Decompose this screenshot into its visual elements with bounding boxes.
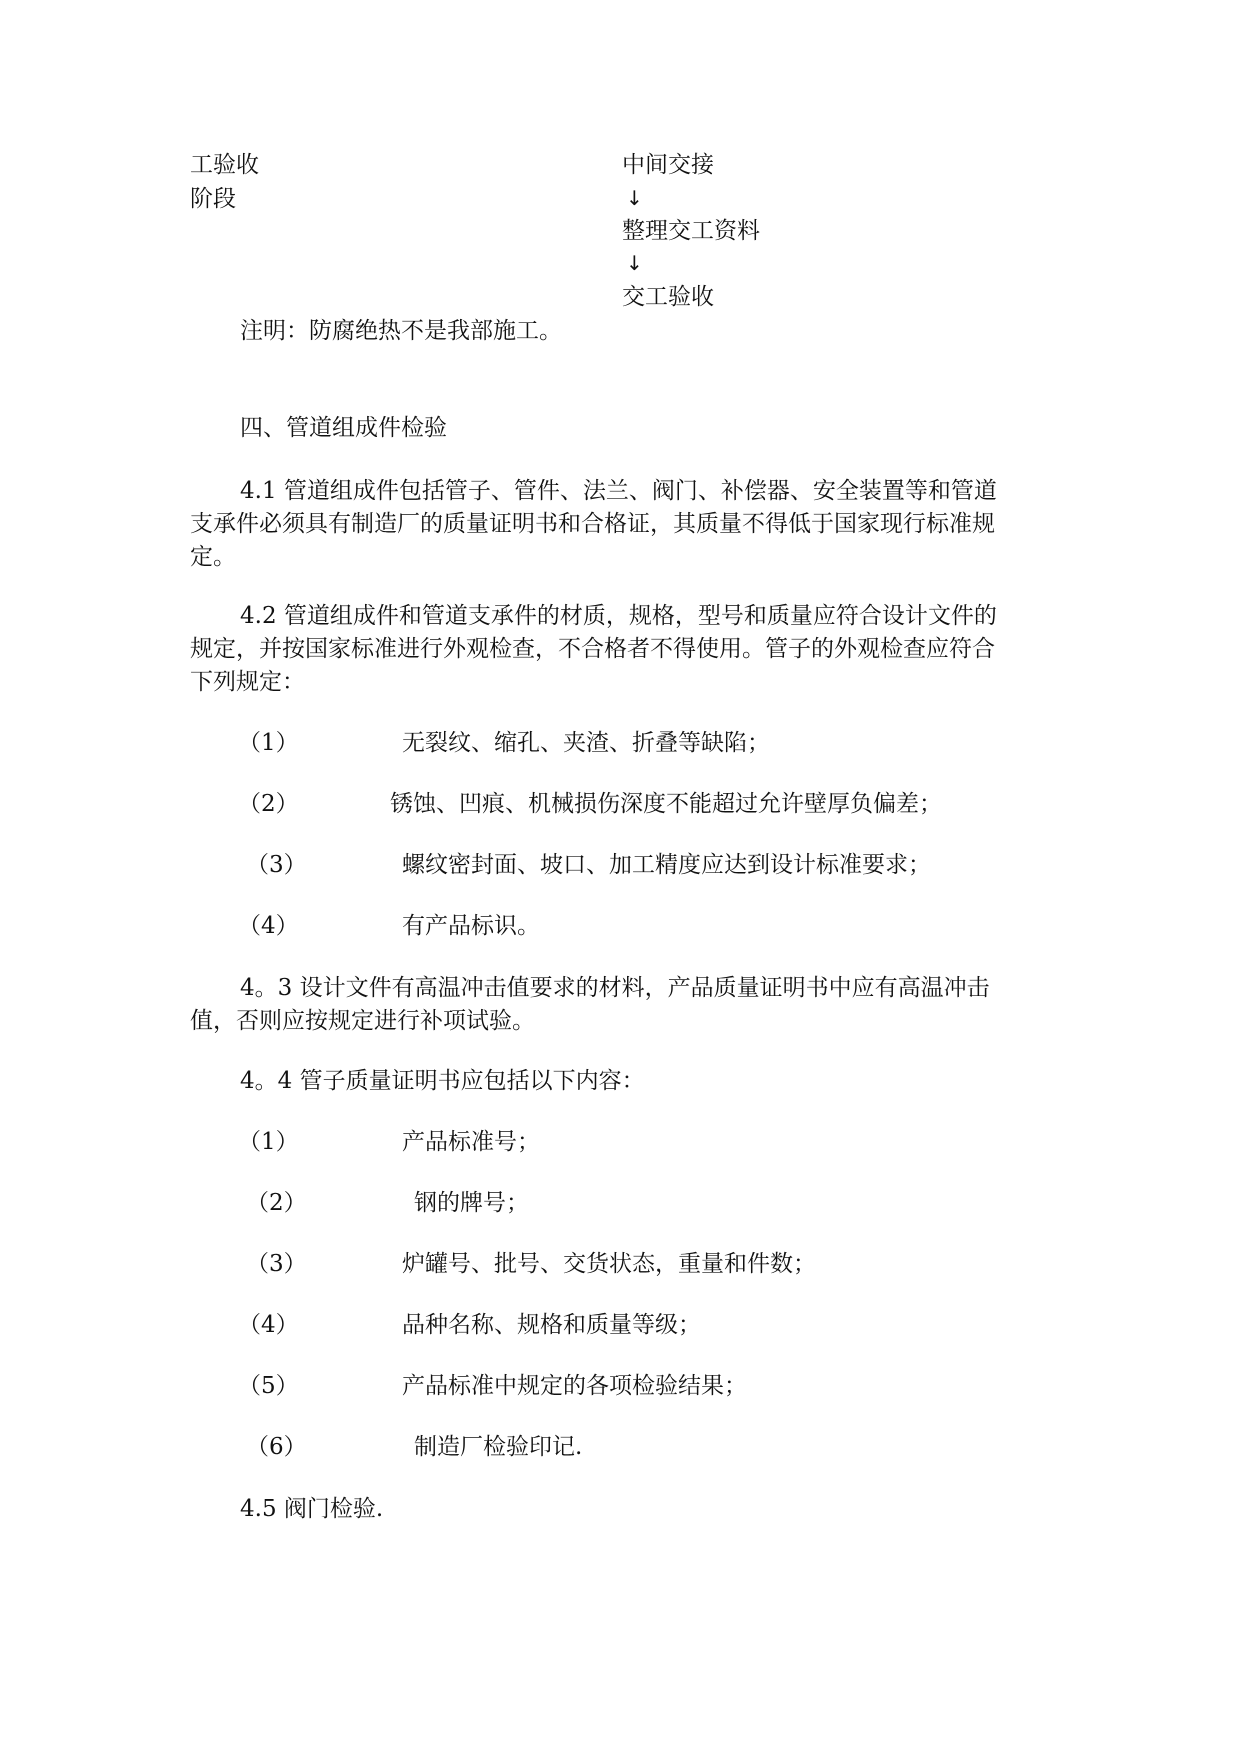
- down-arrow-icon: ↓: [626, 186, 643, 210]
- paragraph-4-1-line: 定。: [190, 544, 236, 570]
- list-item-text: 品种名称、规格和质量等级；: [402, 1312, 701, 1338]
- flow-step-acceptance: 交工验收: [622, 284, 714, 310]
- section-title: 四、管道组成件检验: [240, 415, 447, 441]
- list-item-number: （2）: [238, 791, 299, 817]
- list-item-number: （6）: [246, 1434, 307, 1460]
- list-item-text: 钢的牌号；: [414, 1190, 529, 1216]
- paragraph-4-1-line: 支承件必须具有制造厂的质量证明书和合格证，其质量不得低于国家现行标准规: [190, 511, 995, 537]
- list-item-number: （2）: [246, 1190, 307, 1216]
- down-arrow-icon: ↓: [626, 251, 643, 275]
- list-item-number: （3）: [246, 1251, 307, 1277]
- flow-step-handover: 中间交接: [622, 152, 714, 178]
- list-item-number: （4）: [238, 1312, 299, 1338]
- list-item-text: 制造厂检验印记.: [414, 1434, 583, 1460]
- list-item-number: （3）: [246, 852, 307, 878]
- note: 注明：防腐绝热不是我部施工。: [240, 318, 562, 344]
- stage-label-line1: 工验收: [190, 152, 259, 178]
- list-item-number: （5）: [238, 1373, 299, 1399]
- paragraph-4-2-line: 下列规定：: [190, 669, 305, 695]
- list-item-text: 无裂纹、缩孔、夹渣、折叠等缺陷；: [402, 730, 770, 756]
- paragraph-4-3-line: 值，否则应按规定进行补项试验。: [190, 1008, 535, 1034]
- paragraph-4-1-line: 4.1 管道组成件包括管子、管件、法兰、阀门、补偿器、安全装置等和管道: [240, 478, 997, 504]
- paragraph-4-4: 4。4 管子质量证明书应包括以下内容：: [240, 1068, 645, 1094]
- list-item-text: 产品标准号；: [402, 1129, 540, 1155]
- paragraph-4-2-line: 规定，并按国家标准进行外观检查，不合格者不得使用。管子的外观检查应符合: [190, 636, 995, 662]
- list-item-text: 有产品标识。: [402, 913, 540, 939]
- list-item-number: （1）: [238, 1129, 299, 1155]
- paragraph-4-2-line: 4.2 管道组成件和管道支承件的材质，规格，型号和质量应符合设计文件的: [240, 603, 997, 629]
- stage-label-line2: 阶段: [190, 186, 236, 212]
- list-item-text: 炉罐号、批号、交货状态，重量和件数；: [402, 1251, 816, 1277]
- list-item-text: 螺纹密封面、坡口、加工精度应达到设计标准要求；: [402, 852, 931, 878]
- flow-step-documents: 整理交工资料: [622, 218, 760, 244]
- list-item-text: 锈蚀、凹痕、机械损伤深度不能超过允许壁厚负偏差；: [390, 791, 942, 817]
- paragraph-4-3-line: 4。3 设计文件有高温冲击值要求的材料，产品质量证明书中应有高温冲击: [240, 975, 990, 1001]
- list-item-text: 产品标准中规定的各项检验结果；: [402, 1373, 747, 1399]
- paragraph-4-5: 4.5 阀门检验.: [240, 1496, 384, 1522]
- list-item-number: （1）: [238, 730, 299, 756]
- list-item-number: （4）: [238, 913, 299, 939]
